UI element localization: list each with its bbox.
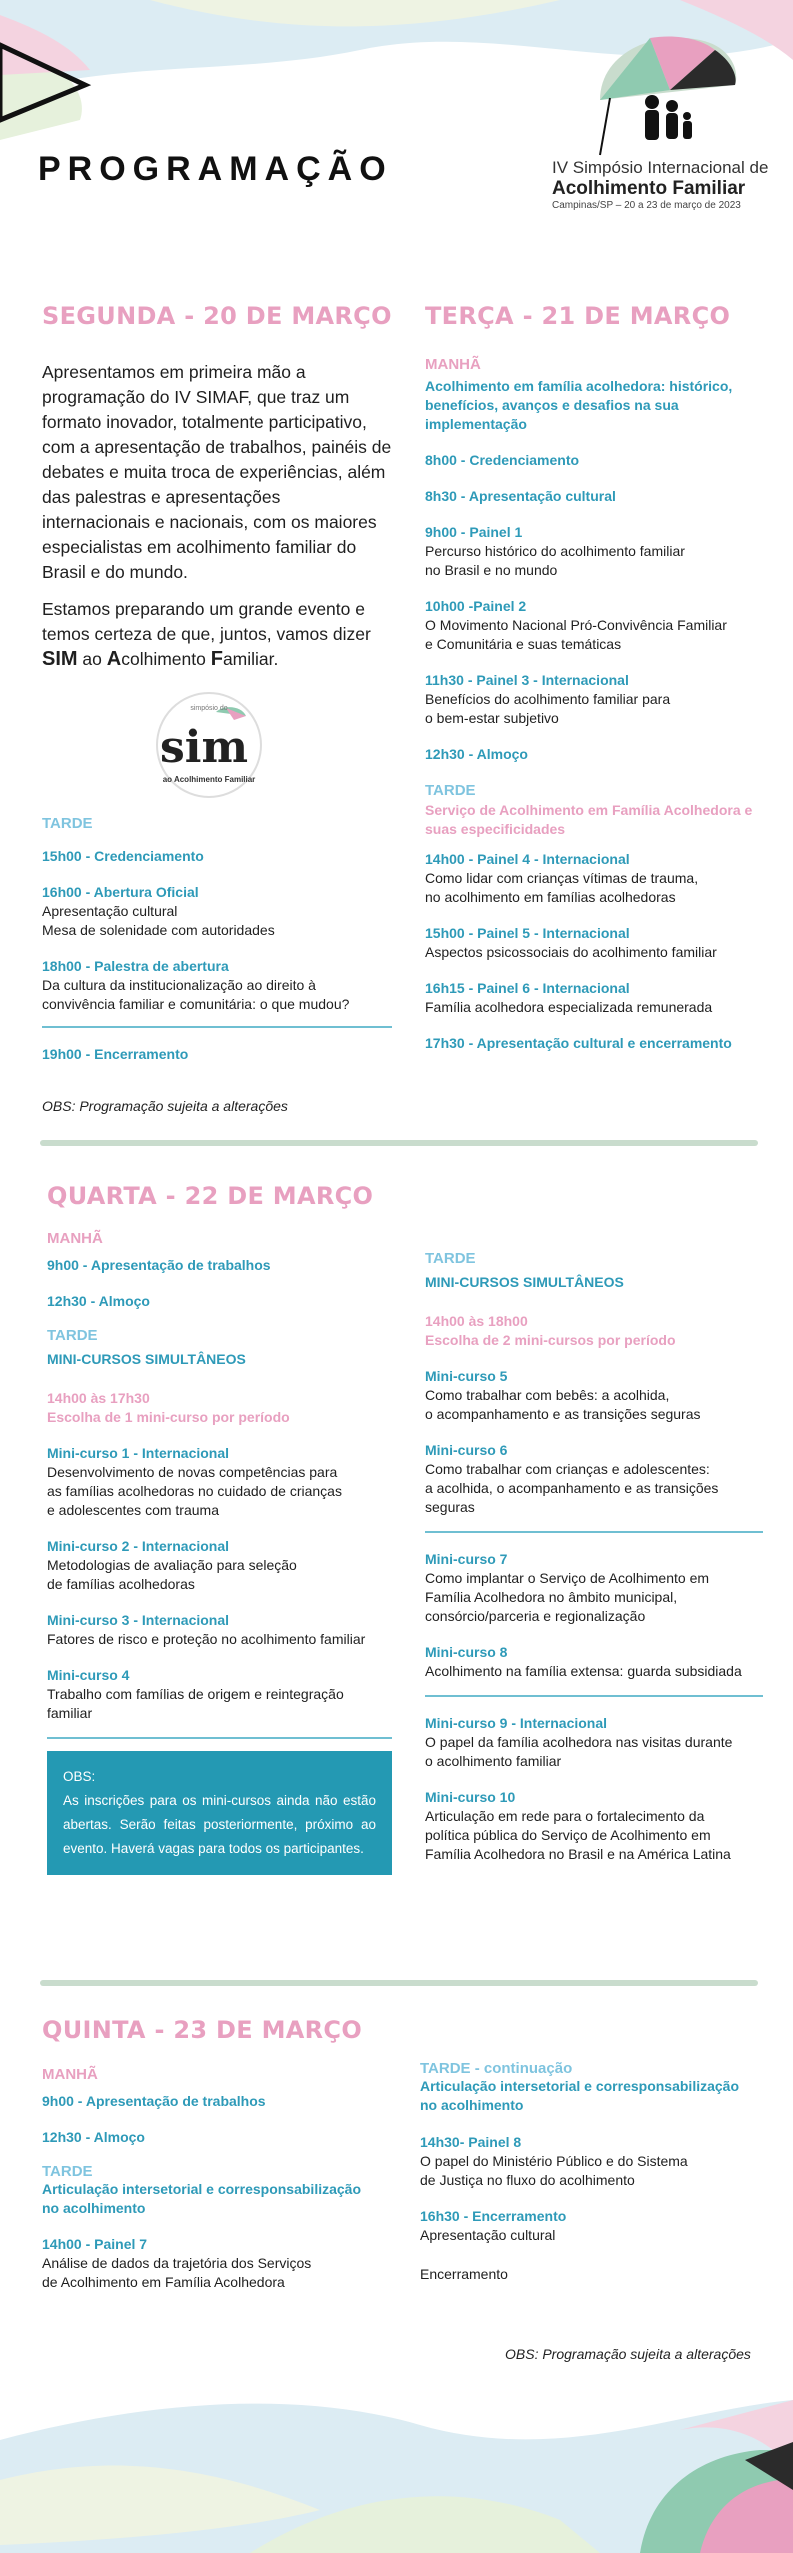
schedule-item [425,1550,763,1626]
schedule-item-text: Como implantar o Serviço de Acolhimento em Família Acolhedora no âmbito municipal, consórcio/parceria e regionalização [425,1570,710,1624]
schedule-item-title: 9h00 - Painel 1 [425,524,523,540]
schedule-item [425,487,770,506]
schedule-item-text: Apresentação cultural [420,2227,556,2243]
schedule-item-title: Mini-curso 6 [425,1442,508,1458]
monday-period-afternoon: TARDE [42,815,93,832]
monday-title: SEGUNDA - 20 DE MARÇO [42,302,392,330]
wednesday-right-column [425,1240,763,1864]
schedule-item-title: 16h15 - Painel 6 - Internacional [425,980,630,996]
svg-text:simpósio do: simpósio do [190,705,228,712]
monday-column [42,302,392,1114]
schedule-item-title: 8h30 - Apresentação cultural [425,488,616,504]
schedule-item-title: 14h00 - Painel 7 [42,2236,148,2252]
schedule-item-title: 15h00 - Credenciamento [42,848,204,864]
schedule-item-text: O papel da família acolhedora nas visitas durante o acolhimento familiar [425,1734,733,1769]
event-name: Acolhimento Familiar [552,178,746,199]
minicourse-obs-box [47,1751,392,1875]
schedule-item-text: Benefícios do acolhimento familiar para o bem-estar subjetivo [425,691,671,726]
section-divider-2 [40,1980,758,1986]
schedule-item [420,2207,765,2245]
schedule-item [47,1537,392,1594]
schedule-item-title: 18h00 - Palestra de abertura [42,958,229,974]
schedule-item-title: Mini-curso 8 [425,1644,508,1660]
schedule-item [425,523,770,580]
thursday-closing: Encerramento [420,2266,508,2282]
wednesday-right-divider-2 [425,1695,763,1697]
schedule-item [42,2128,392,2147]
page-title: PROGRAMAÇÃO [38,150,393,188]
monday-obs: OBS: Programação sujeita a alterações [42,1098,288,1114]
schedule-item [47,1611,392,1649]
schedule-item [42,883,392,940]
schedule-item-title: 19h00 - Encerramento [42,1046,189,1062]
wednesday-left-items [47,1444,392,1723]
schedule-item [425,597,770,654]
schedule-item-title: 14h00 - Painel 4 - Internacional [425,851,630,867]
tuesday-period-morning: MANHÃ [425,356,481,373]
schedule-item-title: 11h30 - Painel 3 - Internacional [425,672,629,688]
thursday-period-morning: MANHÃ [42,2066,98,2083]
thursday-right-items [420,2133,765,2245]
event-title [552,158,777,211]
schedule-item-title: Mini-curso 9 - Internacional [425,1715,608,1731]
tuesday-morning-subtitle: Acolhimento em família acolhedora: histórico, benefícios, avanços e desafios na sua implementação [425,378,733,432]
wednesday-right-choice: Escolha de 2 mini-cursos por período [425,1332,676,1348]
schedule-item-text: Como trabalhar com crianças e adolescentes: a acolhida, o acompanhamento e as transições seguras [425,1461,719,1515]
schedule-item-text: Como trabalhar com bebês: a acolhida, o acompanhamento e as transições seguras [425,1387,701,1422]
schedule-item-text: Articulação em rede para o fortalecimento da política pública do Serviço de Acolhimento em Família Acolhedora no Brasil e na América Latina [425,1808,731,1862]
obs-box-text: As inscrições para os mini-cursos ainda não estão abertas. Serão feitas posteriormente, próximo ao evento. Haverá vagas para todos os participantes. [63,1793,376,1856]
section-divider [40,1140,758,1146]
schedule-divider [42,1026,392,1028]
schedule-item-text: Apresentação cultural Mesa de solenidade com autoridades [42,903,275,938]
schedule-item [42,2092,392,2111]
wednesday-right-subtitle: MINI-CURSOS SIMULTÂNEOS [425,1274,624,1290]
schedule-item [425,979,770,1017]
wednesday-left-divider [47,1737,392,1739]
wednesday-period-morning: MANHÃ [47,1230,103,1247]
schedule-item [425,850,770,907]
tuesday-column [425,302,770,1053]
thursday-morning-items [42,2092,392,2147]
schedule-item [425,1788,763,1864]
schedule-item-text: Família acolhedora especializada remunerada [425,999,713,1015]
schedule-item [420,2133,765,2190]
schedule-item-text: Fatores de risco e proteção no acolhimento familiar [47,1631,366,1647]
schedule-item-text: Análise de dados da trajetória dos Serviços de Acolhimento em Família Acolhedora [42,2255,312,2290]
svg-text:sim: sim [159,722,249,773]
schedule-item-text: Da cultura da institucionalização ao direito à convivência familiar e comunitária: o que mudou? [42,977,350,1012]
wednesday-left-subtitle: MINI-CURSOS SIMULTÂNEOS [47,1351,246,1367]
schedule-item [425,1714,763,1771]
thursday-afternoon-subtitle: Articulação intersetorial e corresponsabilização no acolhimento [42,2181,362,2216]
schedule-item-title: 12h30 - Almoço [47,1293,150,1309]
schedule-item [42,1045,392,1064]
schedule-item [425,924,770,962]
schedule-item-title: 15h00 - Painel 5 - Internacional [425,925,630,941]
schedule-item [425,451,770,470]
schedule-item-title: 17h30 - Apresentação cultural e encerramento [425,1035,732,1051]
schedule-item-title: Mini-curso 5 [425,1368,508,1384]
schedule-item-text: O Movimento Nacional Pró-Convivência Familiar e Comunitária e suas temáticas [425,617,727,652]
tuesday-afternoon-items [425,850,770,1053]
schedule-item [42,957,392,1014]
schedule-item-title: 12h30 - Almoço [425,746,528,762]
wednesday-right-divider-1 [425,1531,763,1533]
schedule-item [47,1666,392,1723]
umbrella-family-logo-icon [590,30,740,160]
schedule-item [425,745,770,764]
event-dates: Campinas/SP – 20 a 23 de março de 2023 [552,200,741,211]
svg-text:ao Acolhimento Familiar: ao Acolhimento Familiar [162,775,256,784]
wednesday-right-group-2 [425,1550,763,1681]
wednesday-right-time: 14h00 às 18h00 [425,1313,528,1329]
thursday-period-afternoon: TARDE [42,2163,93,2180]
schedule-item-title: 16h00 - Abertura Oficial [42,884,199,900]
thursday-left-column [42,2016,392,2292]
schedule-item-text: Metodologias de avaliação para seleção de famílias acolhedoras [47,1557,297,1592]
schedule-item [425,1367,763,1424]
schedule-item [425,1034,770,1053]
event-subtitle: IV Simpósio Internacional de [552,158,769,177]
wednesday-left-column [47,1182,392,1875]
schedule-item-title: 14h30- Painel 8 [420,2134,522,2150]
schedule-item-title: 9h00 - Apresentação de trabalhos [42,2093,266,2109]
wednesday-morning-items [47,1256,392,1311]
schedule-item [425,671,770,728]
wednesday-left-time: 14h00 às 17h30 [47,1390,150,1406]
wednesday-left-choice: Escolha de 1 mini-curso por período [47,1409,290,1425]
schedule-item-title: Mini-curso 4 [47,1667,130,1683]
thursday-afternoon-items [42,2235,392,2292]
schedule-item [425,1441,763,1517]
schedule-item-title: Mini-curso 10 [425,1789,516,1805]
schedule-item [47,1444,392,1520]
wednesday-period-afternoon-left: TARDE [47,1327,98,1344]
tuesday-title: TERÇA - 21 DE MARÇO [425,302,731,330]
wednesday-period-afternoon-right: TARDE [425,1250,476,1267]
monday-items [42,847,392,1064]
schedule-item-title: 9h00 - Apresentação de trabalhos [47,1257,271,1273]
schedule-item-title: 16h30 - Encerramento [420,2208,567,2224]
schedule-item [42,2235,392,2292]
schedule-item-title: 8h00 - Credenciamento [425,452,580,468]
schedule-item-title: Mini-curso 2 - Internacional [47,1538,230,1554]
monday-intro [42,360,392,672]
schedule-item-title: 12h30 - Almoço [42,2129,145,2145]
thursday-title: QUINTA - 23 DE MARÇO [42,2016,363,2044]
schedule-item-title: 10h00 -Painel 2 [425,598,527,614]
tuesday-afternoon-subtitle: Serviço de Acolhimento em Família Acolhedora e suas especificidades [425,802,753,837]
schedule-item-title: Mini-curso 1 - Internacional [47,1445,230,1461]
schedule-item-text: Percurso histórico do acolhimento familiar no Brasil e no mundo [425,543,685,578]
wednesday-right-group-1 [425,1367,763,1517]
schedule-item-text: Aspectos psicossociais do acolhimento familiar [425,944,717,960]
thursday-right-subtitle: Articulação intersetorial e corresponsabilização no acolhimento [420,2078,740,2113]
thursday-right-column [420,2060,765,2284]
bottom-decoration [0,2380,793,2553]
thursday-obs: OBS: Programação sujeita a alterações [505,2346,751,2362]
schedule-item-title: Mini-curso 7 [425,1551,508,1567]
schedule-item [42,847,392,866]
tuesday-period-afternoon: TARDE [425,782,476,799]
schedule-item-title: Mini-curso 3 - Internacional [47,1612,230,1628]
schedule-item-text: O papel do Ministério Público e do Sistema de Justiça no fluxo do acolhimento [420,2153,688,2188]
schedule-item-text: Acolhimento na família extensa: guarda subsidiada [425,1663,742,1679]
schedule-item-text: Como lidar com crianças vítimas de trauma, no acolhimento em famílias acolhedoras [425,870,699,905]
schedule-item [47,1256,392,1275]
sim-badge-logo [154,690,264,800]
schedule-item [425,1643,763,1681]
intro-paragraph-2: Estamos preparando um grande evento e temos certeza de que, juntos, vamos dizer SIM ao Acolhimento Familiar. [42,599,371,670]
wednesday-title: QUARTA - 22 DE MARÇO [47,1182,374,1210]
schedule-item-text: Desenvolvimento de novas competências para as famílias acolhedoras no cuidado de crianças e adolescentes com trauma [47,1464,342,1518]
tuesday-morning-items [425,451,770,764]
wednesday-right-group-3 [425,1714,763,1864]
schedule-item-text: Trabalho com famílias de origem e reintegração familiar [47,1686,344,1721]
obs-box-title: OBS: [63,1769,96,1784]
thursday-period-continuation: TARDE - continuação [420,2060,573,2077]
schedule-item [47,1292,392,1311]
intro-paragraph-1: Apresentamos em primeira mão a programação do IV SIMAF, que traz um formato inovador, totalmente participativo, com a apresentação de trabalhos, painéis de debates e muita troca de experiências, além das palestras e apresentações internacionais e nacionais, com os maiores especialistas em acolhimento familiar do Brasil e do mundo. [42,362,392,582]
